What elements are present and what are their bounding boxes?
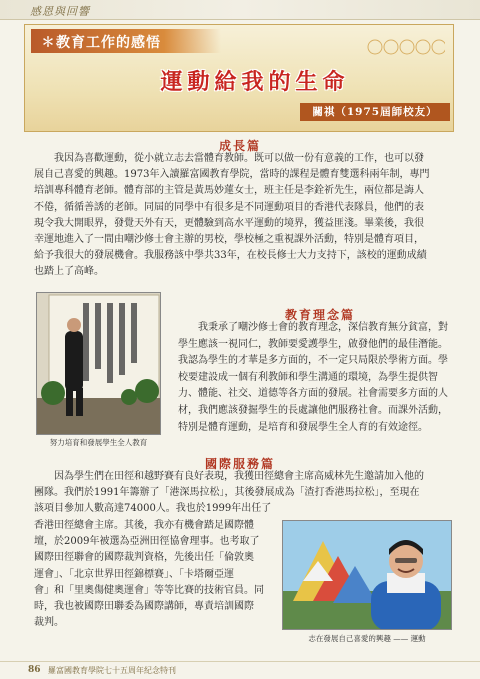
- text-line: 團隊。我們於1991年籌辦了「港深馬拉松」，其後發展成為「渣打香港馬拉松」，至現在: [34, 487, 420, 499]
- page-footer: [0, 661, 480, 679]
- text-line: 裁判。: [34, 617, 64, 629]
- text-line: 幸運地進入了一間由嘲沙修士會主辦的男校，學校極之重視課外活動，特別是體育項目，: [34, 234, 424, 246]
- photo-caption: 努力培育和發展學生全人教育: [49, 438, 148, 447]
- text-line: 不倦，循循善誘的老師。同屆的同學中有很多是不同運動項目的香港代表隊員，他們的表: [34, 201, 424, 213]
- text-line: 我認為學生的才華是多方面的，不一定只局限於學術方面。學: [178, 355, 448, 367]
- text-line: 該項目參加人數高達74000人。我也於1999年出任了: [34, 503, 272, 515]
- section-title-philosophy: 教育理念篇: [284, 308, 355, 322]
- philosophy-paragraph: [178, 320, 450, 436]
- text-line: 培訓專科體育老師。體育部的主管是黃馬妙蓮女士，班主任是李銓祈先生，兩位都是誨人: [34, 185, 424, 197]
- photo-teacher-calligraphy: [36, 292, 161, 435]
- text-line: 展自己喜愛的興趣。1973年入讀羅富國教育學院，當時的課程是體育雙選科兩年制，專門: [34, 169, 430, 181]
- article-title: 運動給我的生命: [160, 69, 350, 95]
- text-line: 香港田徑總會主席。其後，我亦有機會踏足國際體: [34, 520, 254, 531]
- publication-title: 羅富國教育學院七十五周年紀念特刊: [48, 666, 176, 675]
- text-line: 會」和「里奧傷健奧運會」等等比賽的技術官員。同: [34, 584, 264, 596]
- text-line: 國際田徑聯會的國際裁判資格，先後出任「倫敦奧: [34, 552, 254, 564]
- page-number: 86: [28, 665, 41, 675]
- photo-caption: 志在發展自己喜愛的興趣 —— 運動: [308, 634, 426, 643]
- pattern-decoration-icon: [365, 31, 445, 63]
- growth-paragraph: [34, 151, 450, 281]
- author-bar: 關祺（1975屆師校友）: [300, 103, 450, 121]
- section-label: 感恩與回響: [30, 5, 90, 18]
- series-tag: ✽教育工作的感悟: [31, 29, 221, 53]
- text-line: 運會」、「北京世界田徑錦標賽」、「卡塔爾亞運: [34, 568, 234, 580]
- text-line: 我因為喜歡運動，從小就立志去當體育教師。既可以做一份有意義的工作，也可以發: [54, 153, 424, 164]
- text-line: 給予我很大的發展機會。我服務該中學共33年，在校長修士大力支持下，該校的運動成績: [34, 250, 427, 262]
- international-paragraph: [34, 469, 450, 518]
- section-title-international: 國際服務篇: [204, 457, 275, 471]
- text-line: 因為學生們在田徑和越野賽有良好表現，我獲田徑總會主席高威林先生邀請加入他的: [54, 471, 424, 482]
- text-line: 力、體能、社交、道德等各方面的發展。社會需要多方面的人: [178, 388, 448, 400]
- text-line: 我秉承了嘲沙修士會的教育理念，深信教育無分貧富，對: [198, 322, 448, 333]
- section-title-growth: 成長篇: [218, 139, 261, 153]
- text-line: 學生應該一視同仁，教師要愛護學生，啟發他們的最佳潛能。: [178, 338, 448, 350]
- text-line: 也踏上了高峰。: [34, 266, 104, 278]
- text-line: 壇，於2009年被選為亞洲田徑協會理事。也考取了: [34, 536, 260, 548]
- text-line: 現令我大開眼界，發覺天外有天，更體驗到高水平運動的境界，獲益匪淺。畢業後，我很: [34, 217, 424, 229]
- top-strip: [0, 0, 480, 20]
- text-line: 特別是體育運動，是培育和發展學生全人育的有效途徑。: [178, 421, 428, 433]
- photo-illustration: [283, 521, 452, 630]
- photo-illustration: [37, 293, 161, 435]
- photo-outdoor-portrait: [282, 520, 452, 630]
- text-line: 時，我也被國際田聯委為國際講師，專責培訓國際: [34, 601, 254, 613]
- international-paragraph-narrow: [34, 518, 274, 631]
- text-line: 材，我們應該發掘學生的長處讓他們服務社會。而課外活動，: [178, 404, 448, 416]
- text-line: 校要建設成一個有利教師和學生溝通的環境，為學生提供智: [178, 371, 438, 383]
